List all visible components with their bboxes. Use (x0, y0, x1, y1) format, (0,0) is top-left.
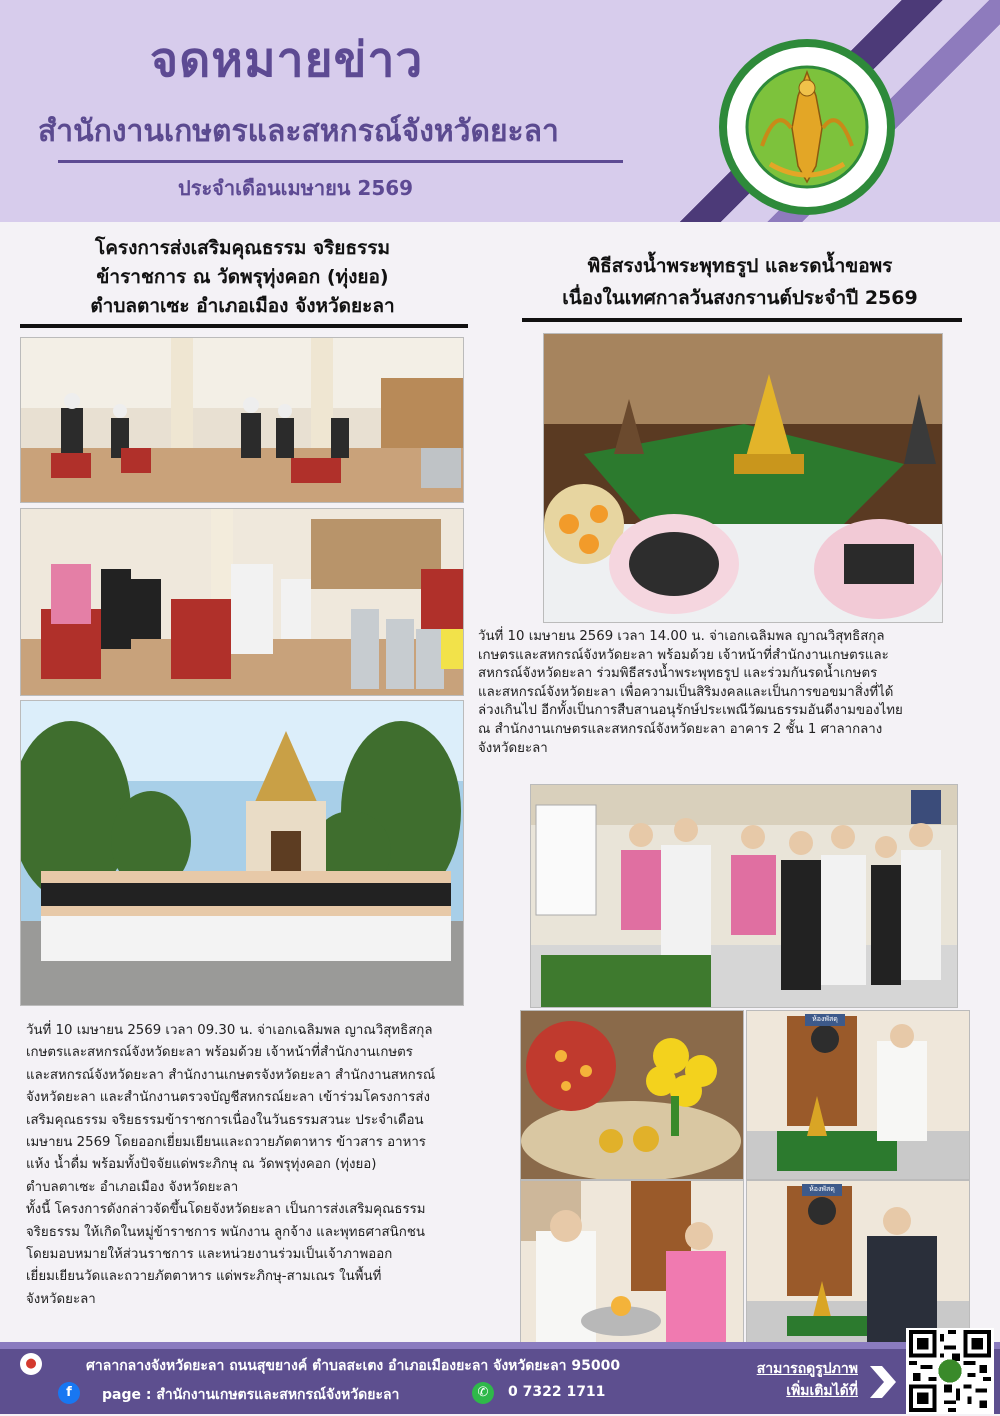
right-heading-line-2: เนื่องในเทศกาลวันสงกรานต์ประจำปี 2569 (562, 287, 918, 309)
more-photos-line-1: สามารถดูรูปภาพ (756, 1361, 858, 1377)
left-body-line: แห้ง น้ำดื่ม พร้อมทั้งปัจจัยแด่พระภิกษุ ณ วัดพรุทุ่งคอก (ทุ่งยอ) (26, 1157, 377, 1173)
left-body-line: และสหกรณ์จังหวัดยะลา สำนักงานเกษตรจังหวัดยะลา สำนักงานสหกรณ์ (26, 1067, 436, 1083)
left-article-heading (30, 234, 455, 321)
left-heading-line-1: โครงการส่งเสริมคุณธรรม จริยธรรม (95, 237, 390, 259)
photo-bathing-buddha-images (746, 1010, 970, 1180)
left-body-line: ทั้งนี้ โครงการดังกล่าวจัดขึ้นโดยจังหวัดยะลา เป็นการส่งเสริมคุณธรรม (26, 1202, 426, 1218)
left-body-line: เสริมคุณธรรม จริยธรรมข้าราชการเนื่องในวันธรรมสวนะ ประจำเดือน (26, 1112, 424, 1128)
more-photos-link[interactable] (740, 1358, 858, 1402)
photo-pouring-water-blessing (520, 1180, 744, 1348)
right-body-line: เกษตรและสหกรณ์จังหวัดยะลา พร้อมด้วย เจ้าหน้าที่สำนักงานเกษตรและ (478, 647, 889, 663)
right-heading-underline (522, 318, 962, 322)
left-heading-line-2: ข้าราชการ ณ วัดพรุทุ่งคอก (ทุ่งยอ) (96, 266, 389, 288)
photo-buddha-images-on-leaves (543, 333, 943, 623)
photo-group-at-temple (20, 700, 464, 1006)
right-body-line: วันที่ 10 เมษายน 2569 เวลา 14.00 น. จ่าเอกเฉลิมพล ญาณวิสุทธิสกุล (478, 629, 885, 644)
left-body-line: ตำบลตาเซะ อำเภอเมือง จังหวัดยะลา (26, 1179, 239, 1195)
newsletter-title: จดหมายข่าว (150, 32, 424, 88)
title-divider (58, 160, 623, 163)
left-body-line: เยี่ยมเยียนวัดและถวายภัตตาหาร แด่พระภิกษุ-สามเณร ในพื้นที่ (26, 1269, 382, 1285)
left-body-line: จริยธรรม ให้เกิดในหมู่ข้าราชการ พนักงาน ลูกจ้าง และพุทธศาสนิกชน (26, 1224, 425, 1240)
photo-pouring-water-buddha (746, 1180, 970, 1348)
issue-month: ประจำเดือนเมษายน 2569 (178, 176, 414, 200)
right-body-line: จังหวัดยะลา (478, 740, 548, 756)
left-heading-underline (20, 324, 468, 328)
footer-address: ศาลากลางจังหวัดยะลา ถนนสุขยางค์ ตำบลสะเตง อำเภอเมืองยะลา จังหวัดยะลา 95000 (86, 1358, 621, 1374)
arrow-right-icon (866, 1362, 900, 1402)
office-name: สำนักงานเกษตรและสหกรณ์จังหวัดยะลา (38, 114, 559, 149)
right-heading-line-1: พิธีสรงน้ำพระพุทธรูป และรดน้ำขอพร (587, 255, 893, 277)
right-body-line: สหกรณ์จังหวัดยะลา ร่วมพิธีสรงน้ำพระพุทธรูป และร่วมกันรดน้ำเกษตร (478, 666, 878, 682)
facebook-icon[interactable]: f (58, 1382, 80, 1404)
location-pin-icon: ● (20, 1353, 42, 1375)
photo-flowers-and-water-bowl (520, 1010, 744, 1180)
left-body-line: โดยมอบหมายให้ส่วนราชการ และหน่วยงานร่วมเป็นเจ้าภาพออก (26, 1247, 393, 1263)
footer-phone[interactable]: 0 7322 1711 (508, 1384, 606, 1400)
left-body-line: วันที่ 10 เมษายน 2569 เวลา 09.30 น. จ่าเอกเฉลิมพล ญาณวิสุทธิสกุล (26, 1023, 433, 1038)
room-sign-label: ห้องพัสดุ (812, 1015, 838, 1023)
photo-temple-hall-1 (20, 337, 464, 503)
left-body-line: เกษตรและสหกรณ์จังหวัดยะลา พร้อมด้วย เจ้าหน้าที่สำนักงานเกษตร (26, 1045, 413, 1061)
right-body-line: ล่วงเกินไป อีกทั้งเป็นการสืบสานอนุรักษ์ประเพณีวัฒนธรรมอันดีงามของไทย (478, 703, 903, 719)
phone-icon: ✆ (472, 1382, 494, 1404)
right-article-body (478, 628, 983, 758)
photo-temple-hall-2 (20, 508, 464, 696)
photo-staff-praying-office (530, 784, 958, 1008)
right-article-heading (505, 250, 975, 314)
qr-code-icon[interactable] (906, 1328, 994, 1414)
left-body-line: จังหวัดยะลา (26, 1291, 96, 1307)
left-heading-line-3: ตำบลตาเซะ อำเภอเมือง จังหวัดยะลา (90, 295, 395, 317)
left-body-line: เมษายน 2569 โดยออกเยี่ยมเยียนและถวายภัตตาหาร ข้าวสาร อาหาร (26, 1135, 426, 1151)
facebook-page-link[interactable]: page : สำนักงานเกษตรและสหกรณ์จังหวัดยะลา (102, 1387, 400, 1403)
right-body-line: และสหกรณ์จังหวัดยะลา เพื่อความเป็นสิริมงคลและเป็นการขอขมาสิ่งที่ได้ (478, 684, 894, 700)
more-photos-line-2: เพิ่มเติมได้ที่ (786, 1383, 858, 1399)
left-article-body (26, 1020, 514, 1311)
footer-accent-stripe (0, 1342, 1000, 1349)
left-body-line: จังหวัดยะลา และสำนักงานตรวจบัญชีสหกรณ์ยะลา เข้าร่วมโครงการส่ง (26, 1090, 430, 1106)
room-sign-label: ห้องพัสดุ (809, 1185, 835, 1193)
ministry-seal-logo (696, 36, 918, 218)
right-body-line: ณ สำนักงานเกษตรและสหกรณ์จังหวัดยะลา อาคาร 2 ชั้น 1 ศาลากลาง (478, 721, 883, 737)
